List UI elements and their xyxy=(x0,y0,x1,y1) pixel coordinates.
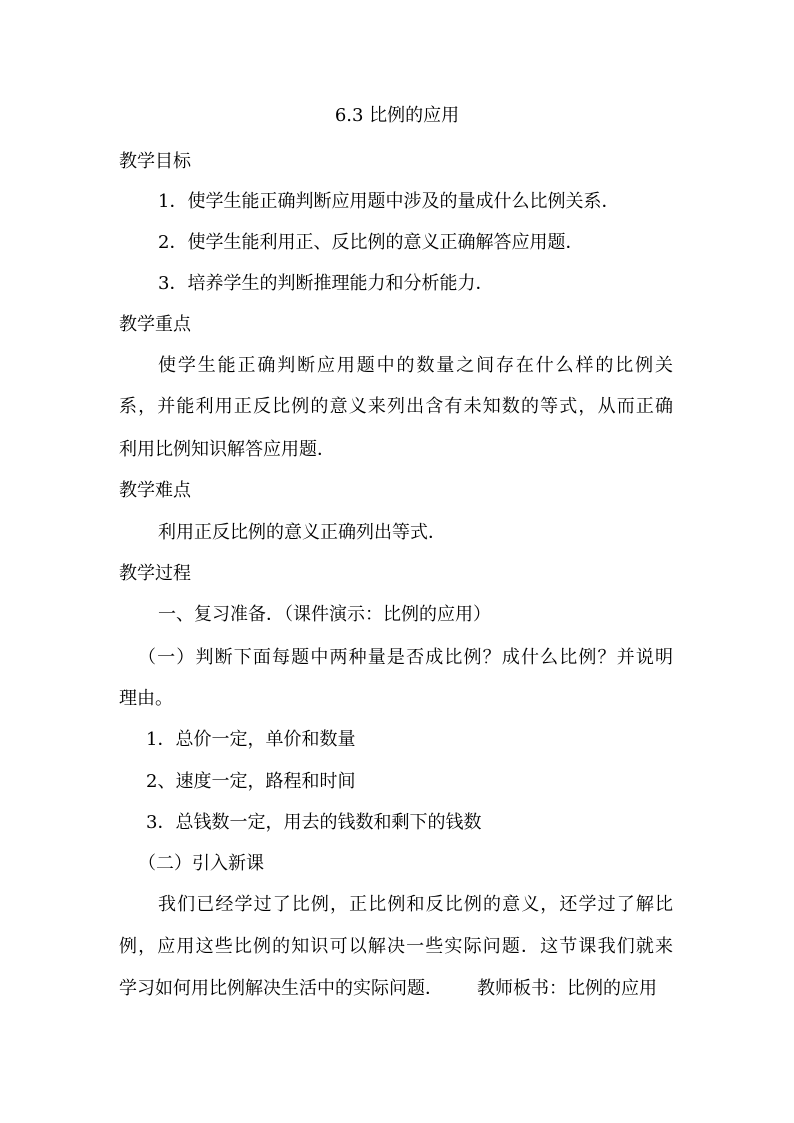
key-points-line-2: 系，并能利用正反比例的意义来列出含有未知数的等式，从而正确 xyxy=(119,396,673,417)
key-points-heading: 教学重点 xyxy=(119,314,191,335)
intro-line-2: 例，应用这些比例的知识可以解决一些实际问题．这节课我们就来 xyxy=(119,936,673,957)
review-step-line: 一、复习准备．（课件演示：比例的应用） xyxy=(158,604,491,625)
difficulties-heading: 教学难点 xyxy=(119,480,191,501)
question-line-1: （一）判断下面每题中两种量是否成比例？成什么比例？并说明 xyxy=(138,647,673,668)
objective-item-2: 2．使学生能利用正、反比例的意义正确解答应用题． xyxy=(158,232,584,253)
intro-heading: （二）引入新课 xyxy=(138,853,264,874)
question-item-2: 2、速度一定，路程和时间 xyxy=(146,771,356,792)
objective-item-1: 1．使学生能正确判断应用题中涉及的量成什么比例关系． xyxy=(158,191,620,212)
intro-line-3: 学习如何用比例解决生活中的实际问题． xyxy=(119,978,443,999)
question-line-2: 理由。 xyxy=(119,688,173,709)
objectives-heading: 教学目标 xyxy=(119,151,191,172)
board-note: 教师板书：比例的应用 xyxy=(477,978,657,999)
objective-item-3: 3．培养学生的判断推理能力和分析能力． xyxy=(158,273,494,294)
question-item-1: 1．总价一定，单价和数量 xyxy=(146,729,356,750)
page-title: 6.3 比例的应用 xyxy=(334,105,460,126)
key-points-line-1: 使学生能正确判断应用题中的数量之间存在什么样的比例关 xyxy=(158,355,673,376)
process-heading: 教学过程 xyxy=(119,563,191,584)
difficulties-line: 利用正反比例的意义正确列出等式． xyxy=(158,522,446,543)
question-item-3: 3．总钱数一定，用去的钱数和剩下的钱数 xyxy=(146,812,482,833)
intro-line-1: 我们已经学过了比例，正比例和反比例的意义，还学过了解比 xyxy=(158,894,673,915)
key-points-line-3: 利用比例知识解答应用题． xyxy=(119,439,335,460)
